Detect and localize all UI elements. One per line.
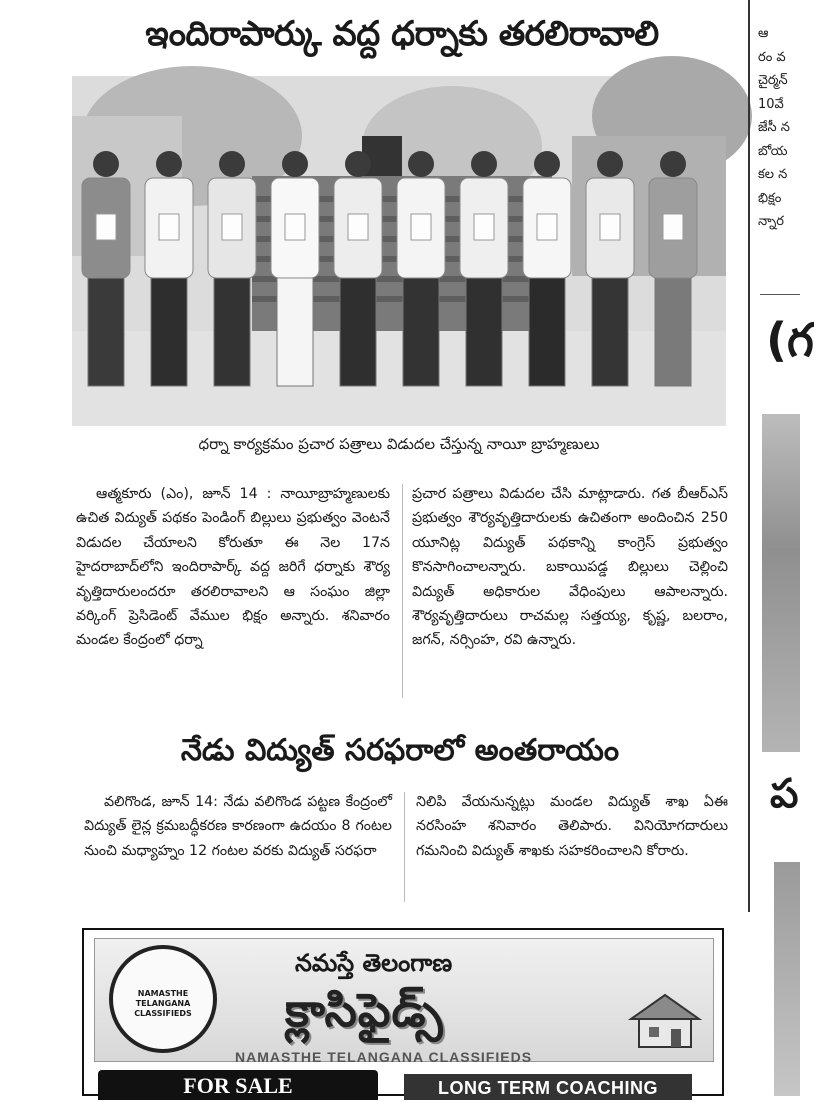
person-figure [334,151,382,386]
brand-name-english: NAMASTHE TELANGANA CLASSIFIEDS [235,1049,533,1065]
article-2-column-2: నిలిపి వేయనున్నట్లు మండల విద్యుత్ శాఖ ఏఈ నరసింహ శనివారం తెలిపారు. వినియోగదారులు గమనించి విద్యుత్ శాఖకు సహకరించాలని కోరారు. [416,794,728,859]
fragment-line: న్నార [758,214,784,229]
column-rule [748,0,750,912]
fragment-line: జేసీ న [758,120,790,135]
headline-article-2: నేడు విద్యుత్ సరఫరాలో అంతరాయం [180,733,620,768]
article-2-column-1: వలిగొండ, జూన్ 14: నేడు వలిగొండ పట్టణ కేంద్రంలో విద్యుత్ లైన్ల క్రమబద్ధీకరణ కారణంగా ఉదయం 8 గంటల నుంచి మధ్యాహ్నం 12 గంటల వరకు విద్యుత్ సరఫరా [84,794,392,859]
person-figure [271,151,319,386]
news-photo [72,76,726,426]
person-figure [82,151,130,386]
adjacent-headline-fragment: (గ [766,313,814,367]
person-figure [523,151,571,386]
classifieds-title-telugu: క్లాసిఫైడ్స్ [285,983,444,1037]
fragment-line: కల న [758,167,788,182]
fragment-line: 10వే [758,96,784,112]
for-sale-heading: FOR SALE [98,1070,378,1100]
fragment-line: ఆ [758,26,769,41]
article-1-column-1: ఆత్మకూరు (ఎం), జూన్ 14 : నాయీబ్రాహ్మణులకు ఉచిత విద్యుత్ పథకం పెండింగ్ బిల్లులు ప్రభుత్వం వెంటనే విడుదల చేయాలని కోరుతూ ఈ నెల 17న హైదరాబాద్‌లోని ఇందిరాపార్క్ వద్ద జరిగే ధర్నాకు శౌర్య వృత్తిదారులందరూ తరలిరావాలని ఆ సంఘం జిల్లా వర్కింగ్ ప్రెసిడెంట్ వేముల భిక్షం అన్నారు. శనివారం మండల కేంద్రంలో ధర్నా [76,486,390,649]
brand-name-telugu: నమస్తే తెలంగాణ [295,949,453,977]
adjacent-article-fragment [758,22,800,282]
adjacent-headline-fragment: ప [770,771,799,817]
seal-text: NAMASTHE TELANGANA CLASSIFIEDS [134,989,192,1018]
house-icon [625,989,705,1049]
article-1-column-2: ప్రచార పత్రాలు విడుదల చేసి మాట్లాడారు. గత బీఆర్‌ఎస్ ప్రభుత్వం శౌర్యవృత్తిదారులకు ఉచితంగా అందించిన 250 యూనిట్ల విద్యుత్ పథకాన్ని కాంగ్రెస్ ప్రభుత్వం కొనసాగించాలన్నారు. బకాయిపడ్డ బిల్లులు చెల్లించి విద్యుత్ అధికారుల వేధింపులు ఆపాలన్నారు. శౌర్యవృత్తిదారులు రాచమల్ల సత్తయ్య, కృష్ణ, బలరాం, జగన్, నర్సింహ, రవి ఉన్నారు. [412,486,728,649]
photo-illustration [72,76,726,426]
classifieds-banner [94,938,714,1065]
fragment-line: చైర్మన్ [758,73,788,88]
fragment-line: బోయ [758,143,788,159]
person-figure [460,151,508,386]
fragment-line: రం వ [758,49,786,65]
photo-caption: ధర్నా కార్యక్రమం ప్రచార పత్రాలు విడుదల చేస్తున్న నాయీ బ్రాహ్మణులు [198,435,600,453]
divider [760,294,800,295]
column-divider [402,484,403,698]
long-term-coaching-heading: LONG TERM COACHING [404,1074,692,1100]
classifieds-seal-logo [109,945,217,1053]
person-figure [649,151,697,386]
fragment-line: భిక్షం [758,190,782,206]
headline-article-1: ఇందిరాపార్కు వద్ద ధర్నాకు తరలిరావాలి [145,14,659,54]
adjacent-photo [762,414,800,752]
person-figure [145,151,193,386]
person-figure [208,151,256,386]
column-divider [404,792,405,902]
person-figure [586,151,634,386]
adjacent-photo [774,862,800,1096]
person-figure [397,151,445,386]
classifieds-advertisement [82,928,724,1096]
